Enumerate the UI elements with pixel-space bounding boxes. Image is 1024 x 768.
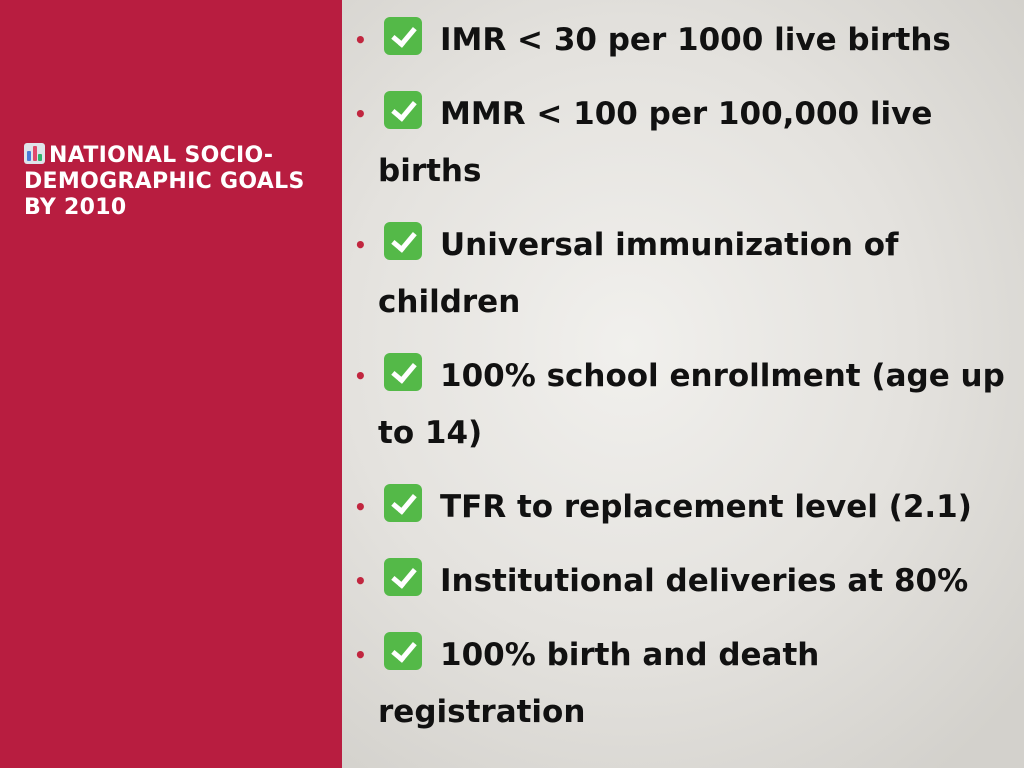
check-mark-icon (384, 222, 422, 260)
bullet-icon: • (354, 495, 367, 519)
check-mark-icon (384, 17, 422, 55)
goal-item (354, 479, 1018, 536)
goals-list (354, 12, 1018, 758)
bullet-icon: • (354, 569, 367, 593)
check-mark-icon (384, 353, 422, 391)
goal-text: Institutional deliveries at 80% (440, 563, 969, 599)
goal-text: IMR < 30 per 1000 live births (440, 22, 951, 58)
bullet-icon: • (354, 102, 367, 126)
goal-item (354, 627, 1018, 741)
goal-text: MMR < 100 per 100,000 live births (378, 96, 933, 189)
goal-item (354, 12, 1018, 69)
title-panel (0, 0, 342, 768)
bullet-icon: • (354, 364, 367, 388)
check-mark-icon (384, 632, 422, 670)
goal-text: 100% school enrollment (age up to 14) (378, 358, 1005, 451)
bullet-icon: • (354, 643, 367, 667)
goal-item (354, 553, 1018, 610)
goal-item (354, 217, 1018, 331)
bar-chart-icon (24, 143, 45, 164)
check-mark-icon (384, 558, 422, 596)
goal-text: 100% birth and death registration (378, 637, 820, 730)
slide-title-text: NATIONAL SOCIO-DEMOGRAPHIC GOALS BY 2010 (24, 143, 305, 220)
slide-title (24, 143, 324, 221)
goal-item (354, 86, 1018, 200)
check-mark-icon (384, 484, 422, 522)
bullet-icon: • (354, 28, 367, 52)
content-panel (342, 0, 1024, 768)
goal-text: Universal immunization of children (378, 227, 899, 320)
check-mark-icon (384, 91, 422, 129)
goal-text: TFR to replacement level (2.1) (440, 489, 972, 525)
goal-item (354, 348, 1018, 462)
bullet-icon: • (354, 233, 367, 257)
